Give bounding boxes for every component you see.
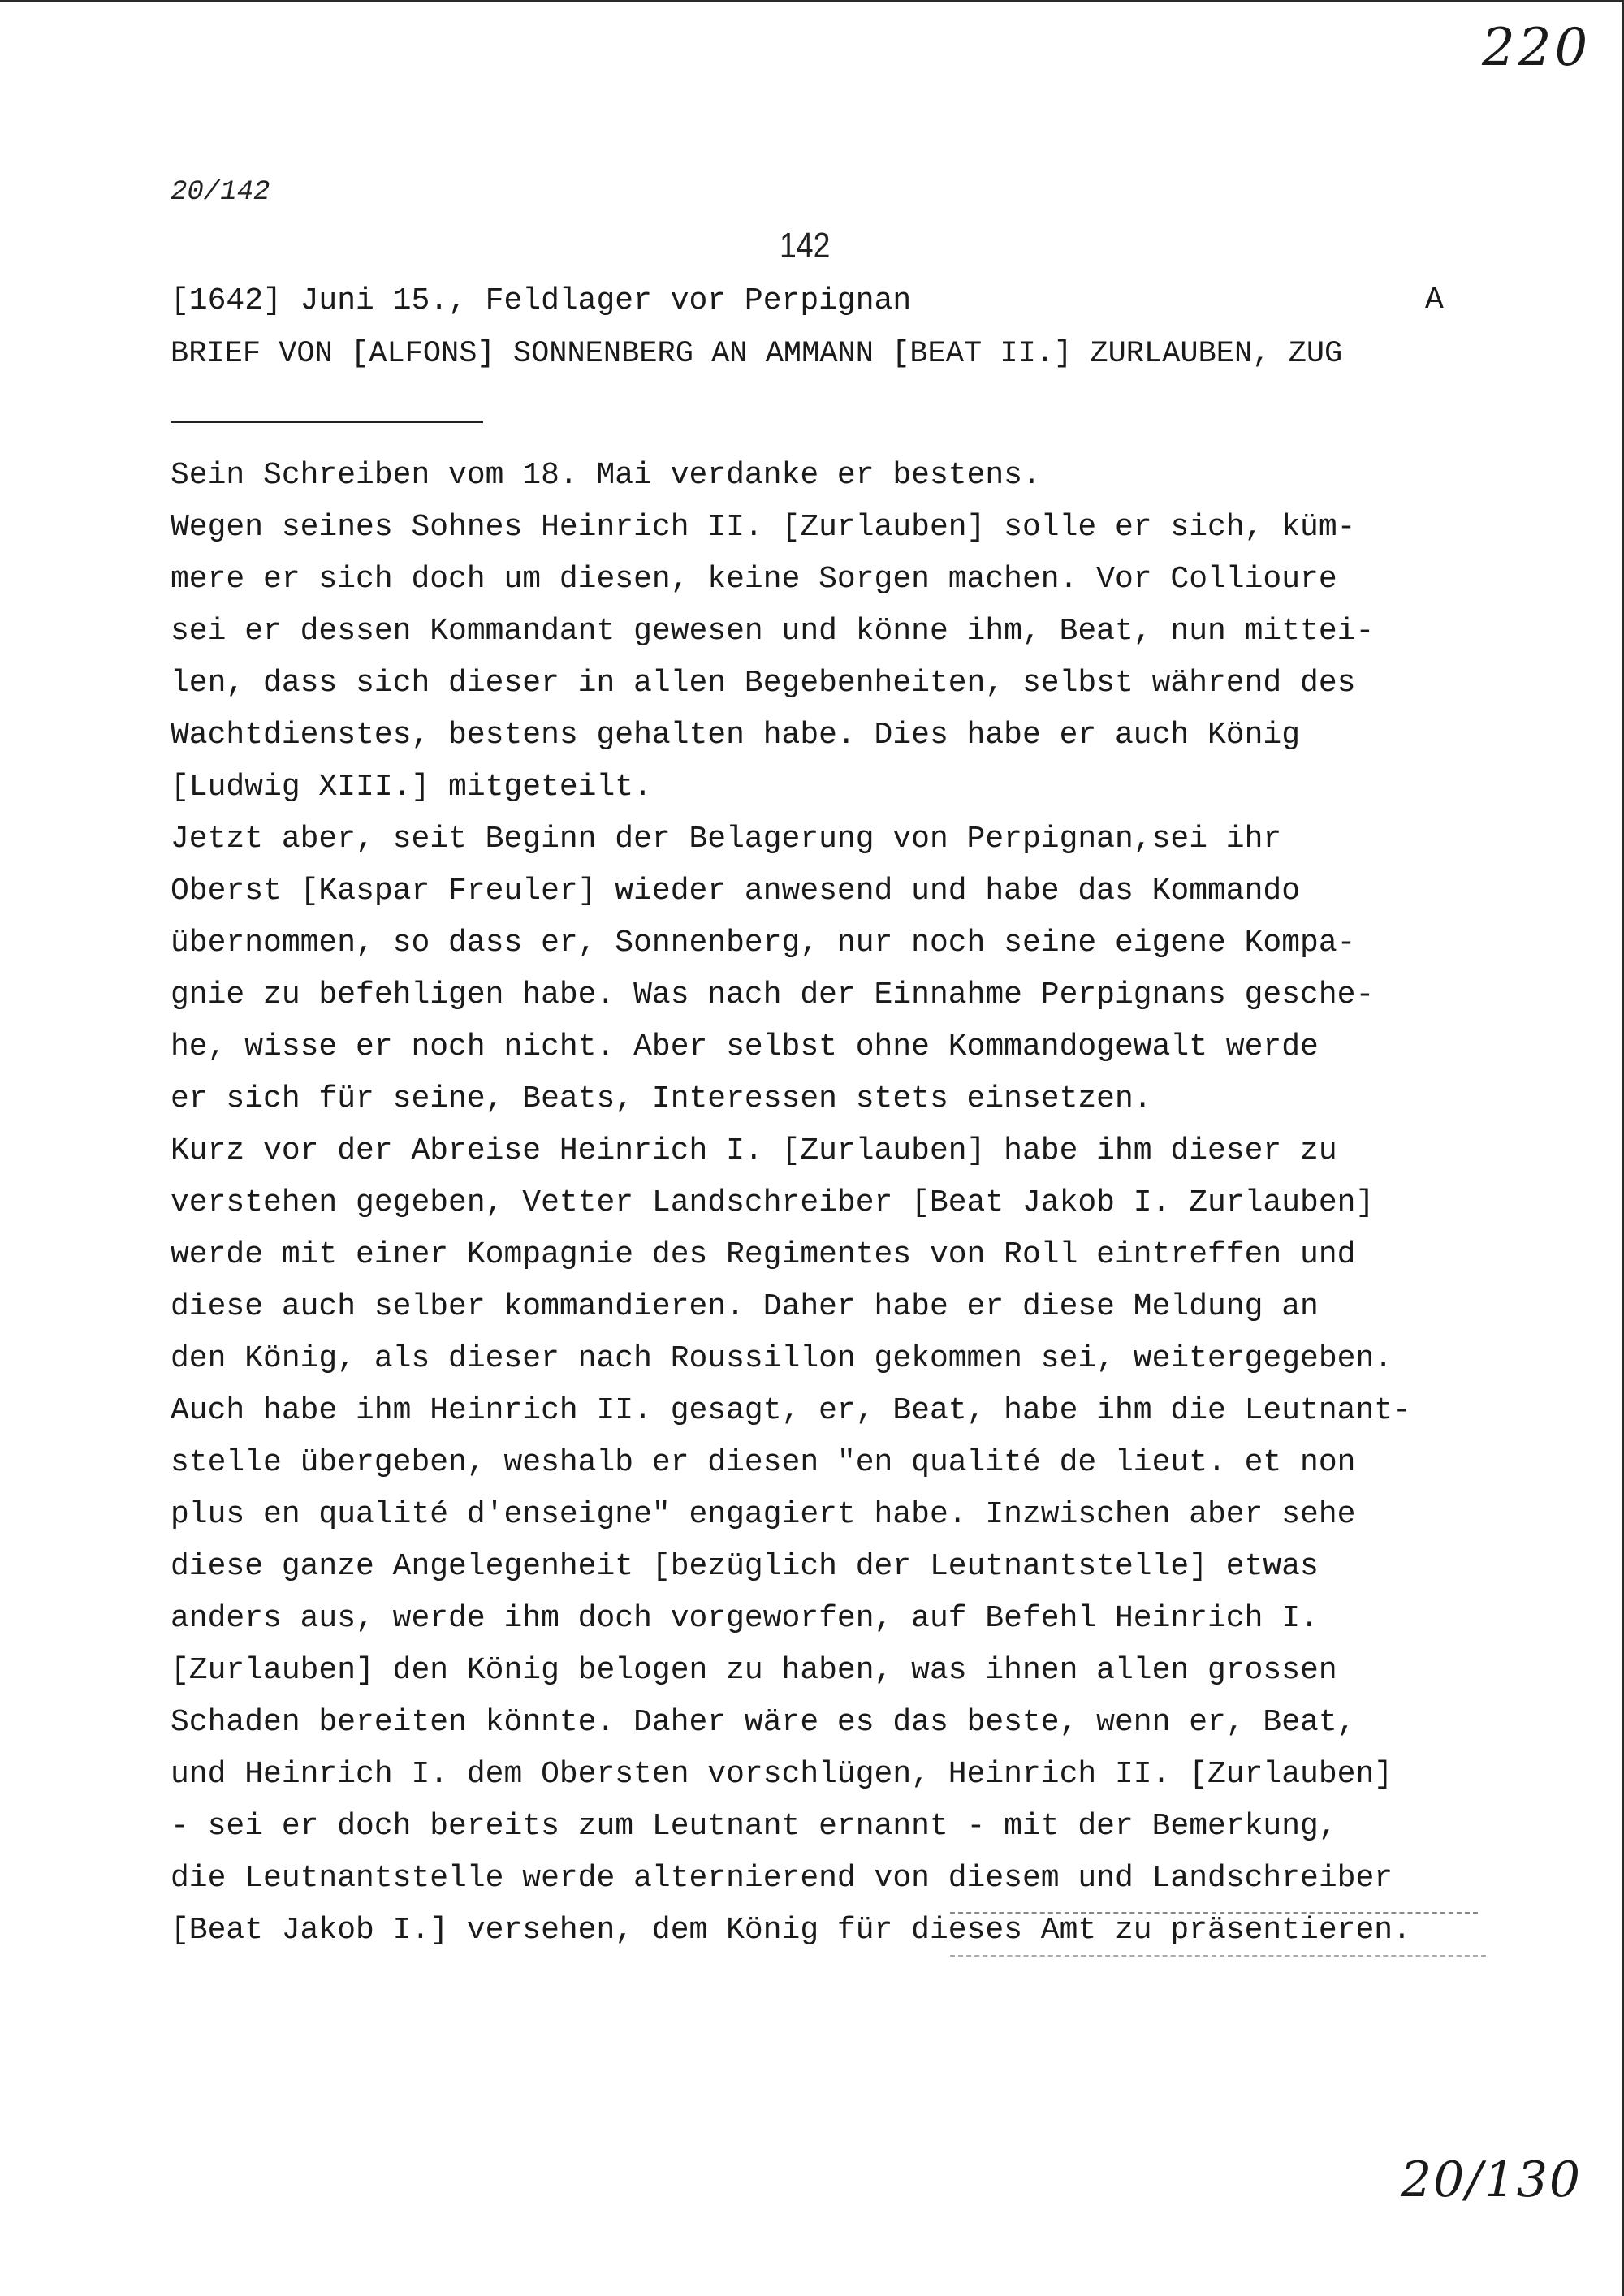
body-line: [Ludwig XIII.] mitgeteilt. bbox=[171, 770, 652, 805]
body-line: Auch habe ihm Heinrich II. gesagt, er, Beat, habe ihm die Leutnant- bbox=[171, 1393, 1411, 1428]
header-title: BRIEF VON [ALFONS] SONNENBERG AN AMMANN [BEAT II.] ZURLAUBEN, ZUG bbox=[171, 337, 1343, 371]
body-line: [Zurlauben] den König belogen zu haben, was ihnen allen grossen bbox=[171, 1653, 1337, 1688]
body-line: mere er sich doch um diesen, keine Sorgen machen. Vor Collioure bbox=[171, 562, 1337, 597]
header-category: A bbox=[1425, 283, 1444, 317]
body-line: plus en qualité d'enseigne" engagiert habe. Inzwischen aber sehe bbox=[171, 1497, 1356, 1532]
body-line: und Heinrich I. dem Obersten vorschlügen, Heinrich II. [Zurlauben] bbox=[171, 1757, 1393, 1792]
header-date-place: [1642] Juni 15., Feldlager vor Perpignan bbox=[171, 283, 912, 318]
body-line: werde mit einer Kompagnie des Regimentes von Roll eintreffen und bbox=[171, 1237, 1356, 1272]
body-line: [Beat Jakob I.] versehen, dem König für dieses Amt zu präsentieren. bbox=[171, 1913, 1411, 1948]
body-line: diese ganze Angelegenheit [bezüglich der Leutnantstelle] etwas bbox=[171, 1549, 1319, 1584]
header-divider bbox=[171, 421, 483, 423]
body-line: Wachtdienstes, bestens gehalten habe. Dies habe er auch König bbox=[171, 718, 1301, 753]
body-line: er sich für seine, Beats, Interessen stets einsetzen. bbox=[171, 1081, 1152, 1116]
body-line: anders aus, werde ihm doch vorgeworfen, auf Befehl Heinrich I. bbox=[171, 1601, 1319, 1636]
body-line: stelle übergeben, weshalb er diesen "en qualité de lieut. et non bbox=[171, 1445, 1356, 1480]
document-number: 142 bbox=[780, 226, 831, 265]
body-line: den König, als dieser nach Roussillon gekommen sei, weitergegeben. bbox=[171, 1341, 1393, 1376]
body-line: Jetzt aber, seit Beginn der Belagerung von Perpignan,sei ihr bbox=[171, 822, 1282, 857]
body-line: Schaden bereiten könnte. Daher wäre es das beste, wenn er, Beat, bbox=[171, 1705, 1356, 1740]
body-line: he, wisse er noch nicht. Aber selbst ohne Kommandogewalt werde bbox=[171, 1029, 1319, 1064]
body-line: - sei er doch bereits zum Leutnant ernannt - mit der Bemerkung, bbox=[171, 1809, 1337, 1844]
body-text bbox=[171, 457, 1502, 1964]
body-line: gnie zu befehligen habe. Was nach der Einnahme Perpignans gesche- bbox=[171, 978, 1375, 1012]
paste-over-edge bbox=[950, 1955, 1486, 1958]
page-border-top bbox=[0, 0, 1624, 2]
body-line: Wegen seines Sohnes Heinrich II. [Zurlauben] solle er sich, küm- bbox=[171, 510, 1356, 545]
body-line: Oberst [Kaspar Freuler] wieder anwesend und habe das Kommando bbox=[171, 874, 1301, 908]
reference-number: 20/142 bbox=[171, 177, 270, 208]
body-line: Sein Schreiben vom 18. Mai verdanke er bestens. bbox=[171, 458, 1041, 493]
body-line: verstehen gegeben, Vetter Landschreiber [Beat Jakob I. Zurlauben] bbox=[171, 1185, 1375, 1220]
body-line: übernommen, so dass er, Sonnenberg, nur noch seine eigene Kompa- bbox=[171, 926, 1356, 960]
body-line: diese auch selber kommandieren. Daher habe er diese Meldung an bbox=[171, 1289, 1319, 1324]
body-line: sei er dessen Kommandant gewesen und könne ihm, Beat, nun mittei- bbox=[171, 614, 1375, 649]
paste-over-edge bbox=[950, 1912, 1478, 1915]
folio-number-top: 220 bbox=[1482, 18, 1592, 78]
body-line: Kurz vor der Abreise Heinrich I. [Zurlauben] habe ihm dieser zu bbox=[171, 1133, 1337, 1168]
body-line: len, dass sich dieser in allen Begebenheiten, selbst während des bbox=[171, 666, 1356, 701]
body-line: die Leutnantstelle werde alternierend von diesem und Landschreiber bbox=[171, 1861, 1393, 1896]
folio-number-bottom: 20/130 bbox=[1401, 2151, 1583, 2208]
